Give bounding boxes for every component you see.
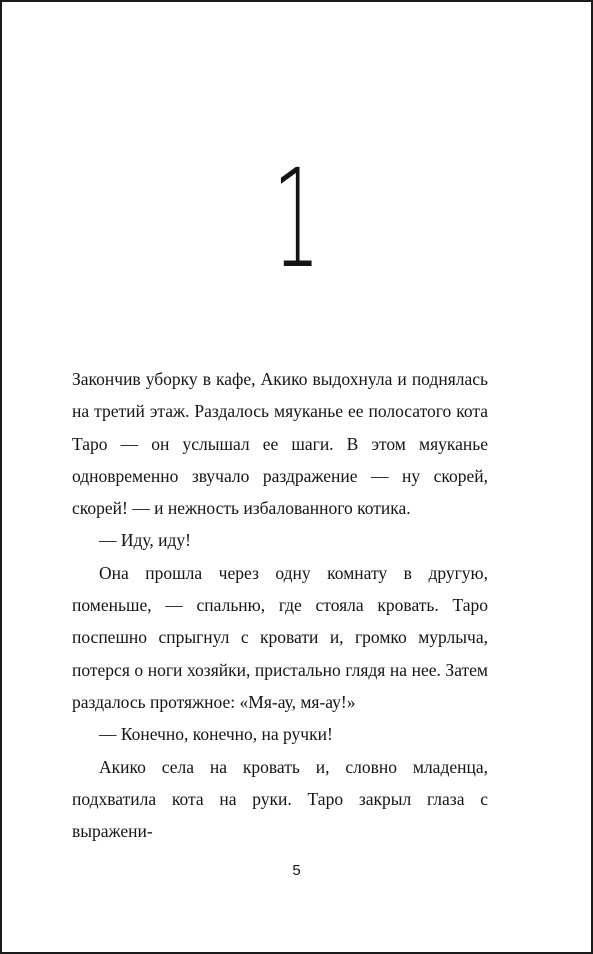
page-number: 5: [292, 862, 301, 879]
paragraph-1: Закончив уборку в кафе, Акико выдохнула и поднялась на третий этаж. Раздалось мяуканье ее полосатого кота Таро — он услышал ее шаги. В этом мяуканье одновременно звучало раздражение — ну скорей, скорей! — и нежность избалованного котика.: [72, 369, 488, 519]
paragraph-4: — Конечно, конечно, на ручки!: [99, 724, 333, 745]
paragraph-5: Акико села на кровать и, словно младенца, подхватила кота на руки. Таро закрыл глаза с выражени-: [72, 756, 488, 842]
paragraph-2: — Иду, иду!: [99, 530, 192, 551]
paragraph-3: Она прошла через одну комнату в другую, поменьше, — спальню, где стояла кровать. Таро поспешно спрыгнул с кровати и, громко мурлыча, потерся о ноги хозяйки, пристально глядя на нее. Затем раздалось протяжное: «Мя-ау, мя-ау!»: [72, 562, 488, 712]
body-text: [72, 363, 488, 847]
chapter-number: 1: [272, 141, 321, 299]
